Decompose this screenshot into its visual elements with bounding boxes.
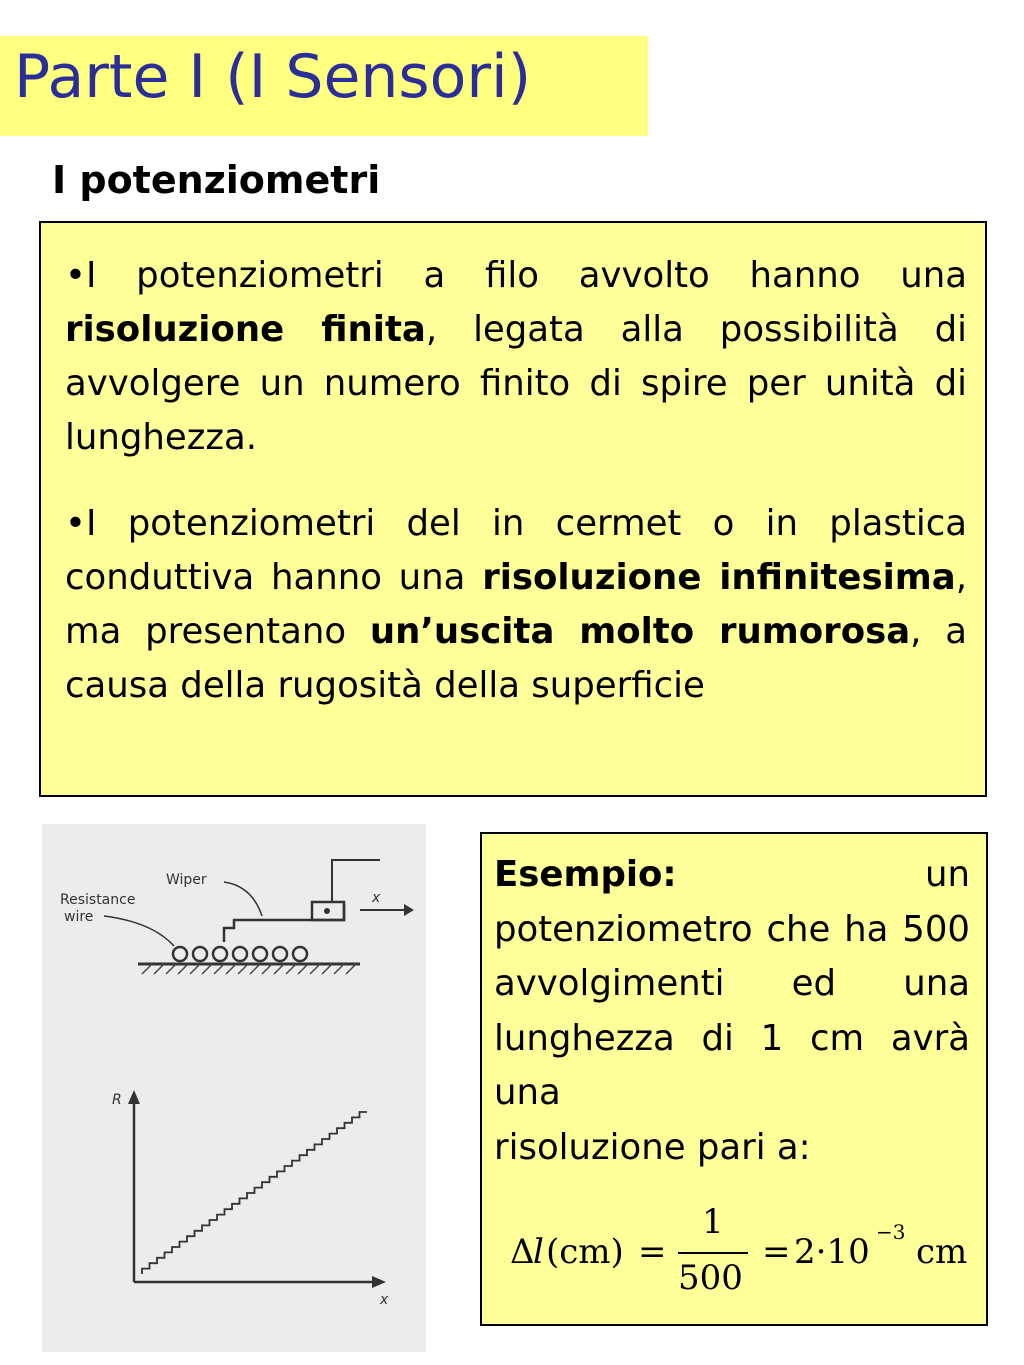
example-heading: Esempio: — [494, 854, 677, 895]
p2-text-c: , ma presentano — [65, 557, 967, 652]
example-box — [480, 832, 988, 1326]
wiper-label: Wiper — [166, 872, 207, 888]
p2-bold-noisy-output: un’uscita molto rumorosa — [369, 611, 911, 652]
resolution-formula — [482, 1194, 986, 1314]
p2-text-a: •I potenziometri del in cermet o in plastica conduttiva hanno una — [65, 503, 967, 598]
paragraph-wirewound — [65, 249, 967, 465]
formula-equals-2: = — [762, 1232, 791, 1272]
formula-exponent: −3 — [876, 1220, 906, 1244]
staircase-curve — [142, 1112, 367, 1274]
p1-text-c: , legata alla possibilità di avvolgere un numero finito di spire per unità di lunghezza. — [65, 309, 967, 458]
formula-equals-1: = — [638, 1232, 667, 1272]
section-heading: I potenziometri — [52, 158, 381, 202]
wire-label: wire — [64, 909, 94, 925]
main-text-box — [39, 221, 987, 797]
potentiometer-diagram — [42, 824, 426, 1352]
formula-denominator: 500 — [678, 1258, 743, 1298]
page-title: Parte I (I Sensori) — [14, 42, 532, 112]
x-label-top: x — [372, 890, 381, 906]
formula-l: l — [533, 1232, 544, 1272]
p1-bold-finite-resolution: risoluzione finita — [65, 309, 426, 350]
formula-numerator: 1 — [702, 1202, 724, 1242]
formula-coefficient: 2·10 — [794, 1232, 870, 1272]
potentiometer-figure — [42, 824, 426, 1352]
p2-bold-infinitesimal-resolution: risoluzione infinitesima — [482, 557, 956, 598]
resistance-label: Resistance — [60, 892, 136, 908]
fraction-bar — [678, 1252, 748, 1254]
r-axis-label: R — [112, 1092, 122, 1108]
resistance-coils — [173, 947, 307, 961]
paragraph-cermet — [65, 497, 967, 713]
example-text — [494, 848, 970, 1175]
p1-text-a: •I potenziometri a filo avvolto hanno una — [65, 255, 967, 296]
formula-unit: cm — [916, 1232, 968, 1272]
p2-text-e: , a causa della rugosità della superficie — [65, 611, 967, 706]
formula-delta: Δ — [510, 1232, 535, 1272]
example-body-end: risoluzione pari a: — [494, 1126, 811, 1168]
example-body: un potenziometro che ha 500 avvolgimenti ed una lunghezza di 1 cm avrà una — [494, 854, 970, 1113]
x-axis-label: x — [380, 1292, 389, 1308]
formula-unit-paren: (cm) — [546, 1232, 624, 1272]
